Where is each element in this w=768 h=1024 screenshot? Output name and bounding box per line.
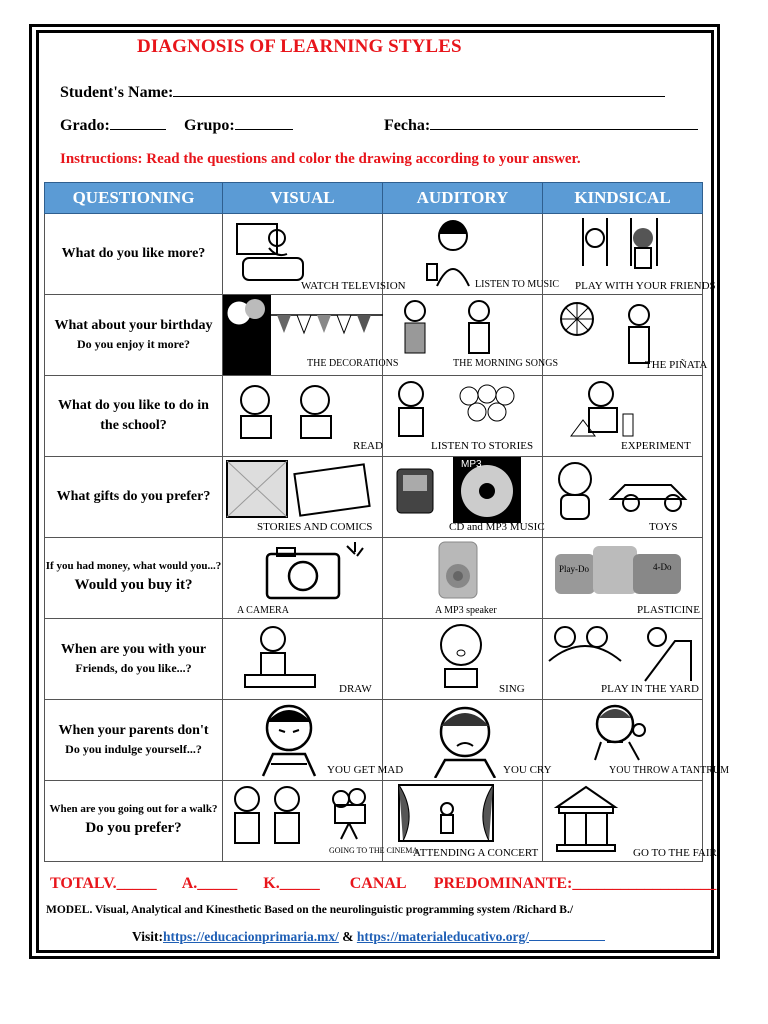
visual-caption: READ <box>353 440 383 452</box>
fecha-label: Fecha: <box>384 117 431 134</box>
question-line-2: Do you enjoy it more? <box>76 337 191 352</box>
kinesthetic-cell[interactable] <box>543 457 703 538</box>
question-cell <box>45 295 223 376</box>
table-row <box>45 700 703 781</box>
plasticine-label-2: 4-Do <box>653 562 672 572</box>
question-line-2: Do you indulge yourself...? <box>65 742 202 757</box>
visit-line <box>132 928 605 945</box>
visual-cell[interactable] <box>223 781 419 862</box>
table-row <box>45 619 703 700</box>
totals-line <box>50 875 716 893</box>
visual-caption: GOING TO THE CINEMA <box>329 846 419 855</box>
kinesthetic-caption: GO TO THE FAIR <box>633 847 717 859</box>
listening-stories-icon[interactable] <box>391 378 531 440</box>
playground-icon[interactable] <box>545 621 695 687</box>
visit-separator: & <box>338 929 357 944</box>
link-underline-tail <box>529 928 605 941</box>
table-row <box>45 214 703 295</box>
experiment-icon[interactable] <box>567 378 647 440</box>
kinesthetic-cell[interactable] <box>543 619 703 700</box>
visual-cell[interactable] <box>223 376 383 457</box>
total-v[interactable]: TOTALV._____ <box>50 875 157 892</box>
student-name-line[interactable] <box>173 82 665 97</box>
auditory-caption: THE MORNING SONGS <box>453 358 559 369</box>
page-title: DIAGNOSIS OF LEARNING STYLES <box>137 36 462 57</box>
comics-icon[interactable] <box>225 459 375 521</box>
speaker-icon[interactable] <box>437 540 481 602</box>
kinesthetic-caption: TOYS <box>649 521 678 533</box>
visit-prefix: Visit: <box>132 929 163 944</box>
question-cell <box>45 700 223 781</box>
auditory-caption: A MP3 speaker <box>435 605 497 616</box>
plasticine-icon[interactable] <box>553 540 693 600</box>
auditory-caption: ATTENDING A CONCERT <box>413 847 539 859</box>
model-note: MODEL. Visual, Analytical and Kinesthetic Based on the neurolinguistic programming system /Richard B./ <box>46 904 574 916</box>
auditory-caption: CD and MP3 MUSIC <box>449 521 545 533</box>
table-row <box>45 538 703 619</box>
question-cell <box>45 538 223 619</box>
table-row <box>45 457 703 538</box>
kinesthetic-cell[interactable] <box>543 376 703 457</box>
table-row <box>45 295 703 376</box>
question-line-1: What gifts do you prefer? <box>56 488 211 504</box>
plasticine-label-1: Play-Do <box>559 564 589 574</box>
question-line-1: When are you with your <box>60 642 207 658</box>
auditory-cell[interactable] <box>383 295 559 376</box>
header-kinesthetic: KINDSICAL <box>543 183 703 214</box>
total-k[interactable]: K._____ <box>263 875 320 892</box>
kinesthetic-cell[interactable] <box>543 538 703 619</box>
tantrum-kid-icon[interactable] <box>583 702 653 764</box>
grado-label: Grado: <box>60 117 110 134</box>
kinesthetic-caption: PLASTICINE <box>637 604 700 616</box>
carousel-icon[interactable] <box>551 783 621 855</box>
visual-caption: YOU GET MAD <box>327 764 404 776</box>
question-line-1: If you had money, what would you...? <box>45 560 222 573</box>
question-line-1: When your parents don't <box>58 723 209 739</box>
table-row <box>45 376 703 457</box>
link-materialeducativo[interactable]: https://materialeducativo.org/ <box>356 929 529 944</box>
fecha-line[interactable] <box>430 115 698 130</box>
visual-cell[interactable] <box>223 619 383 700</box>
auditory-cell[interactable] <box>383 619 543 700</box>
visual-caption: DRAW <box>339 683 372 695</box>
kinesthetic-caption: EXPERIMENT <box>621 440 691 452</box>
kinesthetic-cell[interactable] <box>543 781 717 862</box>
cinema-icon[interactable] <box>225 783 375 849</box>
header-questioning: QUESTIONING <box>45 183 223 214</box>
total-a[interactable]: A._____ <box>181 875 238 892</box>
swing-friends-icon[interactable] <box>573 216 665 282</box>
grado-field[interactable] <box>60 115 166 135</box>
television-icon[interactable] <box>233 218 311 288</box>
fecha-field[interactable] <box>384 115 698 135</box>
instructions: Instructions: Read the questions and color the drawing according to your answer. <box>60 151 581 167</box>
singing-kid-icon[interactable] <box>431 621 491 695</box>
auditory-cell[interactable] <box>383 376 543 457</box>
kinesthetic-caption: PLAY WITH YOUR FRIENDS <box>575 280 716 292</box>
auditory-cell[interactable] <box>383 457 543 538</box>
kinesthetic-caption: YOU THROW A TANTRUM <box>609 765 730 776</box>
visual-cell[interactable] <box>223 538 383 619</box>
visual-caption: STORIES AND COMICS <box>257 521 373 533</box>
mp3-cd-icon[interactable] <box>393 457 523 527</box>
link-educacionprimaria[interactable]: https://educacionprimaria.mx/ <box>163 929 339 944</box>
auditory-cell[interactable] <box>383 214 560 295</box>
auditory-caption: LISTEN TO MUSIC <box>475 279 560 290</box>
visual-caption: WATCH TELEVISION <box>301 280 406 292</box>
question-cell <box>45 619 223 700</box>
visual-caption: A CAMERA <box>237 605 289 616</box>
question-line-2: Friends, do you like...? <box>75 661 192 676</box>
header-auditory: AUDITORY <box>383 183 543 214</box>
toys-icon[interactable] <box>545 459 699 523</box>
question-cell <box>45 457 223 538</box>
question-line-1: What do you like more? <box>61 245 206 261</box>
kinesthetic-cell[interactable] <box>543 700 730 781</box>
kinesthetic-caption: THE PIÑATA <box>645 359 708 371</box>
reading-kids-icon[interactable] <box>233 380 343 452</box>
visual-cell[interactable] <box>223 457 383 538</box>
drawing-kid-icon[interactable] <box>243 623 323 695</box>
concert-stage-icon[interactable] <box>397 783 497 845</box>
angry-kid-icon[interactable] <box>259 702 323 778</box>
kinesthetic-cell[interactable] <box>543 295 708 376</box>
auditory-cell[interactable] <box>383 781 543 862</box>
kinesthetic-cell[interactable] <box>543 214 716 295</box>
question-line-1: What do you like to do in <box>58 397 209 413</box>
learning-styles-table <box>44 182 730 862</box>
camera-icon[interactable] <box>263 540 373 602</box>
table-header-row <box>45 183 703 214</box>
auditory-cell[interactable] <box>383 700 552 781</box>
question-line-2: Would you buy it? <box>74 577 193 594</box>
auditory-caption: LISTEN TO STORIES <box>431 440 534 452</box>
crying-kid-icon[interactable] <box>429 702 503 778</box>
predominante-field[interactable]: PREDOMINANTE:__________________ <box>433 875 717 892</box>
auditory-caption: SING <box>499 683 525 695</box>
question-cell <box>45 214 223 295</box>
kinesthetic-caption: PLAY IN THE YARD <box>601 683 699 695</box>
question-line-1: When are you going out for a walk? <box>49 803 218 816</box>
question-cell <box>45 781 223 862</box>
question-cell <box>45 376 223 457</box>
canal-label: CANAL <box>349 875 406 892</box>
music-listener-icon[interactable] <box>423 216 483 288</box>
visual-cell[interactable] <box>223 700 404 781</box>
visual-cell[interactable] <box>223 214 406 295</box>
header-visual: VISUAL <box>223 183 383 214</box>
auditory-cell[interactable] <box>383 538 543 619</box>
question-line-1: What about your birthday <box>54 318 213 334</box>
auditory-caption: YOU CRY <box>503 764 552 776</box>
grupo-line[interactable] <box>235 115 293 130</box>
visual-caption: THE DECORATIONS <box>307 358 399 369</box>
question-line-2: Do you prefer? <box>85 820 182 837</box>
singing-kids-icon[interactable] <box>393 297 503 361</box>
grupo-field[interactable] <box>184 115 293 135</box>
student-name-field[interactable] <box>60 82 665 102</box>
grado-line[interactable] <box>110 115 166 130</box>
table-row <box>45 781 703 862</box>
question-line-2: the school? <box>100 418 167 433</box>
mp3-label: MP3 <box>461 459 482 470</box>
visual-cell[interactable] <box>223 295 399 376</box>
grupo-label: Grupo: <box>184 117 235 134</box>
student-name-label: Student's Name: <box>60 84 174 101</box>
